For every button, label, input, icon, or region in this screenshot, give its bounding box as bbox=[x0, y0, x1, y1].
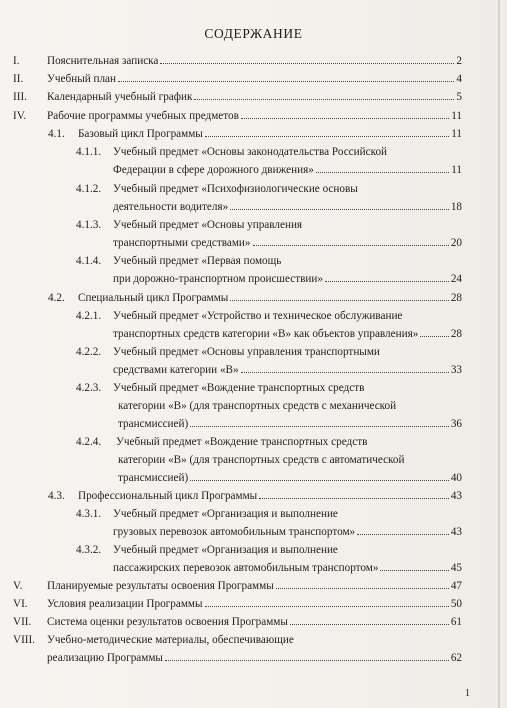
toc-page-number: 11 bbox=[451, 110, 462, 122]
toc-entry-text: при дорожно-транспортном происшествии» bbox=[113, 273, 323, 285]
toc-number: 4.1. bbox=[48, 128, 65, 140]
toc-entry bbox=[113, 364, 462, 377]
toc-entry-text: транспортными средствами» bbox=[113, 237, 251, 249]
dot-leader bbox=[230, 209, 449, 210]
toc-entry-line: Учебный предмет «Основы управления транспортными bbox=[113, 346, 380, 358]
toc-number: 4.3.2. bbox=[76, 544, 102, 556]
toc-entry-text: трансмиссией) bbox=[118, 472, 189, 484]
toc-number: II. bbox=[13, 73, 24, 85]
toc-page-number: 28 bbox=[450, 328, 462, 340]
toc-number: 4.2.4. bbox=[76, 436, 102, 448]
toc-entry-text: трансмиссией) bbox=[118, 418, 189, 430]
toc-entry bbox=[113, 201, 462, 214]
toc-number: 4.2.1. bbox=[76, 310, 102, 322]
toc-entry-text: деятельности водителя» bbox=[113, 201, 229, 213]
dot-leader bbox=[190, 426, 449, 427]
toc-entry-text: Базовый цикл Программы bbox=[78, 128, 203, 140]
toc-page-number: 61 bbox=[450, 616, 462, 628]
toc-page-number: 20 bbox=[450, 237, 462, 249]
toc-entry bbox=[47, 616, 462, 629]
toc-page-number: 11 bbox=[451, 164, 462, 176]
page-number: 1 bbox=[465, 688, 470, 699]
toc-entry-text: Система оценки результатов освоения Программы bbox=[47, 616, 288, 628]
toc-entry bbox=[78, 292, 462, 305]
toc-entry bbox=[113, 164, 462, 177]
toc-entry-text: грузовых перевозок автомобильным транспортом» bbox=[113, 526, 356, 538]
toc-entry-line: категории «В» (для транспортных средств с механической bbox=[118, 400, 397, 412]
dot-leader bbox=[241, 118, 449, 119]
toc-page-number: 18 bbox=[450, 201, 462, 213]
toc-page-number: 36 bbox=[450, 418, 462, 430]
dot-leader bbox=[380, 570, 448, 571]
toc-number: VI. bbox=[13, 598, 28, 610]
dot-leader bbox=[420, 336, 448, 337]
toc-page-number: 4 bbox=[456, 73, 462, 85]
dot-leader bbox=[276, 588, 449, 589]
toc-number: 4.2.3. bbox=[76, 382, 102, 394]
toc-entry bbox=[118, 472, 462, 485]
toc-entry bbox=[78, 128, 462, 141]
toc-entry-text: Учебный план bbox=[47, 73, 117, 85]
toc-entry-line: Учебный предмет «Вождение транспортных средств bbox=[116, 436, 368, 448]
toc-page-number: 40 bbox=[450, 472, 462, 484]
dot-leader bbox=[205, 136, 449, 137]
toc-number: III. bbox=[13, 91, 27, 103]
toc-number: 4.1.1. bbox=[76, 146, 102, 158]
dot-leader bbox=[190, 480, 449, 481]
toc-entry-line: Учебно-методические материалы, обеспечивающие bbox=[47, 634, 294, 646]
dot-leader bbox=[259, 498, 449, 499]
toc-entry-text: Рабочие программы учебных предметов bbox=[47, 110, 239, 122]
toc-entry-text: транспортных средств категории «В» как объектов управления» bbox=[113, 328, 419, 340]
dot-leader bbox=[290, 624, 449, 625]
toc-entry-line: категории «В» (для транспортных средств с автоматической bbox=[118, 454, 405, 466]
toc-title: СОДЕРЖАНИЕ bbox=[204, 26, 303, 41]
dot-leader bbox=[160, 63, 454, 64]
toc-page-number: 43 bbox=[450, 526, 462, 538]
toc-page-number: 11 bbox=[451, 128, 462, 140]
toc-entry bbox=[113, 328, 462, 341]
toc-number: VII. bbox=[13, 616, 32, 628]
toc-entry-text: Пояснительная записка bbox=[47, 55, 159, 67]
toc-entry bbox=[118, 418, 462, 431]
toc-number: 4.3. bbox=[48, 490, 65, 502]
toc-entry-text: Профессиональный цикл Программы bbox=[78, 490, 258, 502]
toc-page-number: 47 bbox=[450, 580, 462, 592]
dot-leader bbox=[230, 300, 449, 301]
dot-leader bbox=[253, 245, 449, 246]
toc-entry-text: Календарный учебный график bbox=[47, 91, 193, 103]
toc-entry-line: Учебный предмет «Психофизиологические основы bbox=[113, 183, 358, 195]
toc-entry bbox=[47, 598, 462, 611]
toc-entry-text: Планируемые результаты освоения Программы bbox=[47, 580, 274, 592]
toc-entry bbox=[47, 110, 462, 123]
toc-entry bbox=[113, 237, 462, 250]
toc-number: 4.1.4. bbox=[76, 255, 102, 267]
toc-entry-text: средствами категории «В» bbox=[113, 364, 239, 376]
toc-entry-text: Федерации в сфере дорожного движения» bbox=[113, 164, 314, 176]
dot-leader bbox=[118, 81, 454, 82]
toc-entry bbox=[113, 526, 462, 539]
toc-number: IV. bbox=[13, 110, 27, 122]
toc-entry bbox=[113, 562, 462, 575]
toc-entry-text: Условия реализации Программы bbox=[47, 598, 203, 610]
toc-number: 4.1.3. bbox=[76, 219, 102, 231]
toc-number: I. bbox=[13, 55, 20, 67]
toc-page-number: 2 bbox=[456, 55, 462, 67]
toc-page-number: 43 bbox=[450, 490, 462, 502]
toc-entry-text: Специальный цикл Программы bbox=[78, 292, 229, 304]
dot-leader bbox=[165, 660, 449, 661]
toc-entry bbox=[78, 490, 462, 503]
toc-entry-line: Учебный предмет «Организация и выполнение bbox=[113, 508, 338, 520]
toc-entry bbox=[47, 73, 462, 86]
toc-page-number: 45 bbox=[450, 562, 462, 574]
toc-page-number: 5 bbox=[456, 91, 462, 103]
toc-number: 4.2. bbox=[48, 292, 65, 304]
dot-leader bbox=[357, 534, 449, 535]
toc-number: 4.1.2. bbox=[76, 183, 102, 195]
toc-entry-line: Учебный предмет «Организация и выполнение bbox=[113, 544, 338, 556]
toc-entry bbox=[113, 273, 462, 286]
toc-entry-line: Учебный предмет «Основы законодательства Российской bbox=[113, 146, 388, 158]
dot-leader bbox=[205, 606, 449, 607]
toc-page-number: 62 bbox=[450, 652, 462, 664]
toc-entry bbox=[47, 91, 462, 104]
toc-entry-line: Учебный предмет «Устройство и техническое обслуживание bbox=[113, 310, 403, 322]
toc-number: V. bbox=[13, 580, 23, 592]
toc-entry-line: Учебный предмет «Основы управления bbox=[113, 219, 303, 231]
toc-entry-text: реализацию Программы bbox=[47, 652, 163, 664]
dot-leader bbox=[194, 99, 454, 100]
toc-entry bbox=[47, 580, 462, 593]
toc-number: 4.2.2. bbox=[76, 346, 102, 358]
toc-entry bbox=[47, 652, 462, 665]
toc-page-number: 28 bbox=[450, 292, 462, 304]
dot-leader bbox=[325, 281, 449, 282]
toc-entry-text: пассажирских перевозок автомобильным транспортом» bbox=[113, 562, 379, 574]
toc-number: VIII. bbox=[13, 634, 36, 646]
dot-leader bbox=[241, 372, 449, 373]
dot-leader bbox=[316, 172, 449, 173]
toc-page-number: 50 bbox=[450, 598, 462, 610]
toc-number: 4.3.1. bbox=[76, 508, 102, 520]
toc-entry-line: Учебный предмет «Вождение транспортных средств bbox=[113, 382, 365, 394]
toc-entry bbox=[47, 55, 462, 68]
toc-page-number: 33 bbox=[450, 364, 462, 376]
toc-page-number: 24 bbox=[450, 273, 462, 285]
toc-entry-line: Учебный предмет «Первая помощь bbox=[113, 255, 282, 267]
